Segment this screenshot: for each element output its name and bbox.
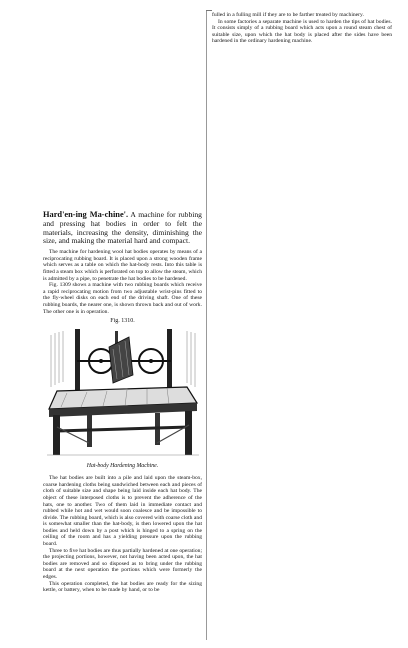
lower-paragraph-2: Three to five hat bodies are thus partially hardened at one operation; the projecting portions, however, not having been acted upon, the hat bodies are removed and so disposed as to bring under the rubbing board at the next operation the portions which were formerly the edges. xyxy=(43,547,202,581)
right-column-text xyxy=(212,12,392,45)
figure-caption: Hat-body Hardening Machine. xyxy=(86,463,159,470)
figure-label: Fig. 1310. xyxy=(110,318,135,325)
lower-paragraph-3: This operation completed, the hat bodies are ready for the sizing kettle, or battery, when to be made by hand, or to be xyxy=(43,580,202,594)
upper-body-text xyxy=(43,249,202,315)
entry-definition: A machine for rubbing and pressing hat bodies in order to felt the materials, increasing the density, diminishing the size, and making the material hard and compact. xyxy=(43,210,202,246)
column-divider-tick xyxy=(206,10,212,11)
right-paragraph-2: In some factories a separate machine is used to harden the tips of hat bodies. It consists simply of a rubbing board which acts upon a round steam chest of suitable size, upon which the hat body is placed after the sides have been hardened in the ordinary hardening machine. xyxy=(212,18,392,45)
column-divider xyxy=(206,10,207,640)
left-column xyxy=(43,211,202,594)
lower-paragraph-1: The hat bodies are built into a pile and laid upon the steam-box, coarse hardening cloths being sandwiched between each and pieces of cloth of suitable size and shape being laid inside each hat body. The object of these interposed cloths is to prevent the adherence of the hats, one to another. Two of them laid in immediate contact and rubbed while hot and wet would soon coalesce and be impossible to divide. The rubbing board, which is also covered with coarse cloth and is somewhat smaller than the hat-body, is then lowered upon the hat bodies and held down by a post which is hinged to a spring on the ceiling of the room and has a yielding pressure upon the rubbing board. xyxy=(43,475,202,548)
lower-body-text xyxy=(43,475,202,594)
right-paragraph-1: fulled in a fulling mill if they are to be farther treated by machinery. xyxy=(212,12,364,18)
upper-paragraph-1: The machine for hardening wool hat bodies operates by means of a reciprocating rubbing board. It is placed upon a strong wooden frame which serves as a table on which the hat-body rests. Into this table is fitted a steam box which is perforated on top to allow the steam, which is admitted by a pipe, to penetrate the hat bodies to be hardened. xyxy=(43,249,202,282)
dictionary-entry xyxy=(43,211,202,246)
upper-paragraph-2: Fig. 1309 shows a machine with two rubbing boards which receive a rapid reciprocating motion from two adjustable wrist-pins fitted to the fly-wheel disks on each end of the driving shaft. One of these rubbing boards, the nearer one, is shown thrown back and out of work. The other one is in operation. xyxy=(43,282,202,315)
entry-headword: Hard'en-ing Ma-chine'. xyxy=(43,210,129,219)
hat-hardening-machine-illustration xyxy=(47,327,199,459)
